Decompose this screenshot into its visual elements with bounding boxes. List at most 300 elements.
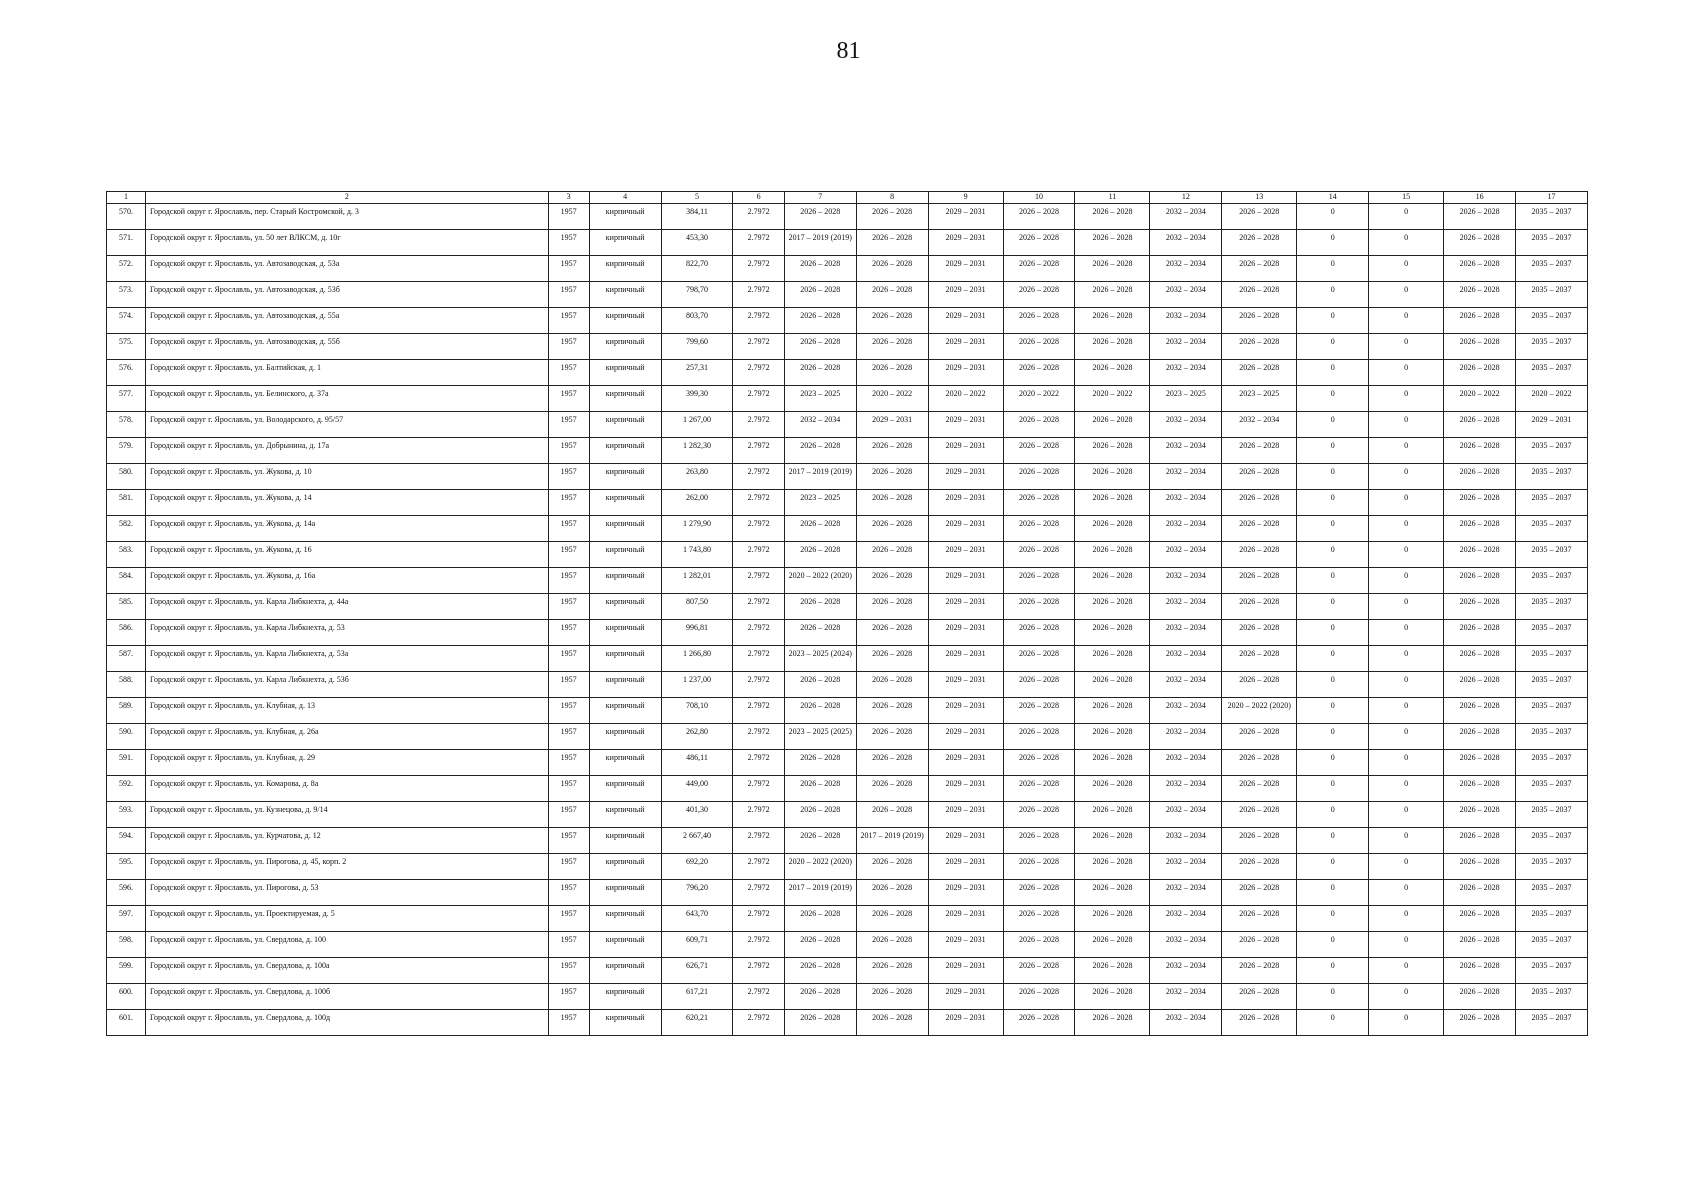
table-cell: 2026 – 2028 bbox=[856, 906, 928, 932]
table-cell: 0 bbox=[1297, 308, 1369, 334]
table-cell: 2026 – 2028 bbox=[856, 568, 928, 594]
table-cell: 2032 – 2034 bbox=[1150, 594, 1222, 620]
table-cell: 592. bbox=[107, 776, 146, 802]
table-cell: 2026 – 2028 bbox=[1222, 984, 1297, 1010]
table-cell: 1957 bbox=[548, 594, 589, 620]
table-cell: кирпичный bbox=[589, 750, 661, 776]
table-cell: 2026 – 2028 bbox=[1075, 464, 1150, 490]
table-cell: 1957 bbox=[548, 438, 589, 464]
table-cell: 2026 – 2028 bbox=[856, 620, 928, 646]
table-cell: 2026 – 2028 bbox=[1075, 1010, 1150, 1036]
column-header: 1 bbox=[107, 192, 146, 204]
table-cell: 2026 – 2028 bbox=[1075, 932, 1150, 958]
table-row bbox=[107, 464, 1588, 490]
table-cell: 257,31 bbox=[661, 360, 733, 386]
table-cell: 2026 – 2028 bbox=[1003, 672, 1075, 698]
table-row bbox=[107, 542, 1588, 568]
table-cell: 588. bbox=[107, 672, 146, 698]
table-cell: 2026 – 2028 bbox=[856, 880, 928, 906]
table-cell: 2026 – 2028 bbox=[1075, 542, 1150, 568]
table-cell: 2026 – 2028 bbox=[856, 698, 928, 724]
table-cell: 2.7972 bbox=[733, 386, 784, 412]
table-cell: 2026 – 2028 bbox=[1222, 906, 1297, 932]
table-cell: 1 743,80 bbox=[661, 542, 733, 568]
table-cell: 2026 – 2028 bbox=[856, 724, 928, 750]
table-cell: 486,11 bbox=[661, 750, 733, 776]
table-cell: 2026 – 2028 bbox=[1003, 854, 1075, 880]
table-cell: 1957 bbox=[548, 334, 589, 360]
table-cell: 1957 bbox=[548, 906, 589, 932]
table-cell: кирпичный bbox=[589, 360, 661, 386]
table-cell: 692,20 bbox=[661, 854, 733, 880]
table-cell: 2026 – 2028 bbox=[1003, 698, 1075, 724]
table-row bbox=[107, 334, 1588, 360]
table-cell: кирпичный bbox=[589, 776, 661, 802]
table-cell: 401,30 bbox=[661, 802, 733, 828]
table-cell: 2035 – 2037 bbox=[1516, 828, 1588, 854]
table-cell: 2026 – 2028 bbox=[1222, 308, 1297, 334]
table-cell: 2035 – 2037 bbox=[1516, 646, 1588, 672]
table-cell: 0 bbox=[1369, 932, 1444, 958]
table-cell: 2.7972 bbox=[733, 308, 784, 334]
table-cell: 2.7972 bbox=[733, 412, 784, 438]
table-cell: 0 bbox=[1297, 828, 1369, 854]
table-row bbox=[107, 230, 1588, 256]
table-cell: 2026 – 2028 bbox=[784, 698, 856, 724]
table-cell: 453,30 bbox=[661, 230, 733, 256]
table-cell: 2032 – 2034 bbox=[1150, 854, 1222, 880]
table-cell: 0 bbox=[1369, 958, 1444, 984]
table-cell: 2.7972 bbox=[733, 984, 784, 1010]
table-cell: 2026 – 2028 bbox=[1075, 698, 1150, 724]
table-row bbox=[107, 724, 1588, 750]
address-cell: Городской округ г. Ярославль, ул. Автозаводская, д. 55а bbox=[146, 308, 549, 334]
table-cell: 2026 – 2028 bbox=[1003, 256, 1075, 282]
table-cell: 2035 – 2037 bbox=[1516, 334, 1588, 360]
table-cell: 594. bbox=[107, 828, 146, 854]
table-cell: 1957 bbox=[548, 308, 589, 334]
table-cell: 2026 – 2028 bbox=[1075, 854, 1150, 880]
table-cell: 2026 – 2028 bbox=[1444, 984, 1516, 1010]
column-header: 12 bbox=[1150, 192, 1222, 204]
column-header: 5 bbox=[661, 192, 733, 204]
table-cell: 2020 – 2022 (2020) bbox=[784, 568, 856, 594]
column-header: 16 bbox=[1444, 192, 1516, 204]
table-cell: 2026 – 2028 bbox=[1003, 958, 1075, 984]
table-cell: 2026 – 2028 bbox=[1222, 958, 1297, 984]
table-cell: 2029 – 2031 bbox=[928, 880, 1003, 906]
table-cell: 2026 – 2028 bbox=[1444, 854, 1516, 880]
table-cell: 2026 – 2028 bbox=[1444, 334, 1516, 360]
table-cell: кирпичный bbox=[589, 386, 661, 412]
table-cell: 2026 – 2028 bbox=[1003, 828, 1075, 854]
table-cell: 2029 – 2031 bbox=[928, 984, 1003, 1010]
table-cell: 0 bbox=[1297, 698, 1369, 724]
table-cell: 0 bbox=[1369, 568, 1444, 594]
table-cell: 2026 – 2028 bbox=[1003, 776, 1075, 802]
table-cell: 2026 – 2028 bbox=[784, 282, 856, 308]
table-cell: 2035 – 2037 bbox=[1516, 672, 1588, 698]
table-cell: 796,20 bbox=[661, 880, 733, 906]
table-cell: 2029 – 2031 bbox=[928, 594, 1003, 620]
table-cell: 2029 – 2031 bbox=[928, 542, 1003, 568]
table-cell: 2026 – 2028 bbox=[784, 932, 856, 958]
table-cell: 2029 – 2031 bbox=[928, 906, 1003, 932]
table-cell: 2020 – 2022 bbox=[856, 386, 928, 412]
table-cell: 2026 – 2028 bbox=[1444, 360, 1516, 386]
table-cell: 2026 – 2028 bbox=[1222, 334, 1297, 360]
table-cell: кирпичный bbox=[589, 958, 661, 984]
table-cell: 0 bbox=[1369, 334, 1444, 360]
table-cell: 2026 – 2028 bbox=[856, 594, 928, 620]
table-cell: 0 bbox=[1297, 776, 1369, 802]
table-cell: 643,70 bbox=[661, 906, 733, 932]
table-row bbox=[107, 308, 1588, 334]
table-cell: 2026 – 2028 bbox=[1075, 256, 1150, 282]
table-cell: 1957 bbox=[548, 880, 589, 906]
table-cell: 1 266,80 bbox=[661, 646, 733, 672]
table-cell: 2032 – 2034 bbox=[1150, 802, 1222, 828]
table-cell: 2026 – 2028 bbox=[1075, 282, 1150, 308]
table-cell: 2.7972 bbox=[733, 568, 784, 594]
table-cell: 2026 – 2028 bbox=[1222, 854, 1297, 880]
table-cell: 2026 – 2028 bbox=[1003, 230, 1075, 256]
table-cell: 0 bbox=[1369, 308, 1444, 334]
table-cell: 2032 – 2034 bbox=[1150, 412, 1222, 438]
table-cell: 2026 – 2028 bbox=[1003, 620, 1075, 646]
table-cell: 2026 – 2028 bbox=[1075, 230, 1150, 256]
table-cell: 2035 – 2037 bbox=[1516, 724, 1588, 750]
table-cell: 2026 – 2028 bbox=[1075, 594, 1150, 620]
table-cell: 2026 – 2028 bbox=[1444, 672, 1516, 698]
table-row bbox=[107, 958, 1588, 984]
address-cell: Городской округ г. Ярославль, ул. Жукова, д. 16 bbox=[146, 542, 549, 568]
table-cell: 571. bbox=[107, 230, 146, 256]
table-cell: 2032 – 2034 bbox=[1150, 516, 1222, 542]
table-cell: 2.7972 bbox=[733, 906, 784, 932]
table-cell: 1957 bbox=[548, 516, 589, 542]
table-cell: 2029 – 2031 bbox=[928, 958, 1003, 984]
table-cell: 2020 – 2022 bbox=[1075, 386, 1150, 412]
table-cell: 2026 – 2028 bbox=[1003, 906, 1075, 932]
table-cell: 1 279,90 bbox=[661, 516, 733, 542]
table-cell: 2026 – 2028 bbox=[1075, 724, 1150, 750]
table-cell: 0 bbox=[1369, 230, 1444, 256]
table-cell: 2020 – 2022 (2020) bbox=[784, 854, 856, 880]
table-cell: 2026 – 2028 bbox=[1222, 880, 1297, 906]
address-cell: Городской округ г. Ярославль, ул. Карла Либкнехта, д. 44а bbox=[146, 594, 549, 620]
table-cell: 2.7972 bbox=[733, 334, 784, 360]
table-cell: 2032 – 2034 bbox=[1150, 542, 1222, 568]
table-cell: 2026 – 2028 bbox=[1075, 984, 1150, 1010]
table-cell: 0 bbox=[1297, 854, 1369, 880]
address-cell: Городской округ г. Ярославль, ул. Свердлова, д. 100 bbox=[146, 932, 549, 958]
table-cell: 573. bbox=[107, 282, 146, 308]
address-cell: Городской округ г. Ярославль, ул. Пирогова, д. 53 bbox=[146, 880, 549, 906]
table-cell: 2026 – 2028 bbox=[1444, 958, 1516, 984]
table-cell: 2.7972 bbox=[733, 360, 784, 386]
table-cell: 2026 – 2028 bbox=[1003, 880, 1075, 906]
table-cell: 1957 bbox=[548, 698, 589, 724]
table-row bbox=[107, 802, 1588, 828]
address-cell: Городской округ г. Ярославль, ул. Свердлова, д. 100а bbox=[146, 958, 549, 984]
table-cell: 2.7972 bbox=[733, 776, 784, 802]
table-cell: 572. bbox=[107, 256, 146, 282]
table-cell: 2026 – 2028 bbox=[1444, 932, 1516, 958]
table-cell: 580. bbox=[107, 464, 146, 490]
table-cell: 2026 – 2028 bbox=[1003, 568, 1075, 594]
schedule-table bbox=[106, 191, 1588, 1036]
table-cell: 0 bbox=[1369, 906, 1444, 932]
table-cell: 2026 – 2028 bbox=[784, 984, 856, 1010]
table-cell: 0 bbox=[1297, 464, 1369, 490]
address-cell: Городской округ г. Ярославль, ул. Жукова, д. 16а bbox=[146, 568, 549, 594]
table-cell: кирпичный bbox=[589, 282, 661, 308]
table-cell: кирпичный bbox=[589, 646, 661, 672]
table-cell: 1957 bbox=[548, 230, 589, 256]
table-cell: 2032 – 2034 bbox=[1150, 932, 1222, 958]
table-cell: 583. bbox=[107, 542, 146, 568]
table-cell: 2020 – 2022 bbox=[1444, 386, 1516, 412]
table-cell: 2023 – 2025 (2024) bbox=[784, 646, 856, 672]
table-cell: 2026 – 2028 bbox=[1222, 724, 1297, 750]
table-cell: 2.7972 bbox=[733, 438, 784, 464]
table-cell: 0 bbox=[1297, 438, 1369, 464]
table-cell: 2026 – 2028 bbox=[1444, 594, 1516, 620]
table-row bbox=[107, 750, 1588, 776]
table-cell: 2026 – 2028 bbox=[784, 594, 856, 620]
table-cell: 2026 – 2028 bbox=[784, 828, 856, 854]
table-cell: 0 bbox=[1369, 698, 1444, 724]
table-cell: 2026 – 2028 bbox=[1222, 204, 1297, 230]
address-cell: Городской округ г. Ярославль, ул. Карла Либкнехта, д. 53а bbox=[146, 646, 549, 672]
table-cell: кирпичный bbox=[589, 724, 661, 750]
table-cell: 2035 – 2037 bbox=[1516, 802, 1588, 828]
table-cell: 2026 – 2028 bbox=[784, 802, 856, 828]
table-cell: 0 bbox=[1369, 750, 1444, 776]
table-cell: 2017 – 2019 (2019) bbox=[784, 464, 856, 490]
table-cell: кирпичный bbox=[589, 854, 661, 880]
table-cell: 2032 – 2034 bbox=[1150, 724, 1222, 750]
table-cell: 2026 – 2028 bbox=[784, 438, 856, 464]
table-cell: 2035 – 2037 bbox=[1516, 464, 1588, 490]
address-cell: Городской округ г. Ярославль, ул. Автозаводская, д. 53б bbox=[146, 282, 549, 308]
table-row bbox=[107, 516, 1588, 542]
table-cell: кирпичный bbox=[589, 698, 661, 724]
table-cell: 2032 – 2034 bbox=[784, 412, 856, 438]
table-cell: 2026 – 2028 bbox=[1075, 802, 1150, 828]
table-cell: 0 bbox=[1369, 360, 1444, 386]
table-cell: 2032 – 2034 bbox=[1150, 984, 1222, 1010]
table-cell: 2026 – 2028 bbox=[784, 672, 856, 698]
table-cell: 2026 – 2028 bbox=[1222, 594, 1297, 620]
table-cell: 599. bbox=[107, 958, 146, 984]
table-cell: 2026 – 2028 bbox=[1075, 204, 1150, 230]
table-cell: 2026 – 2028 bbox=[1222, 464, 1297, 490]
table-cell: 593. bbox=[107, 802, 146, 828]
table-cell: 2.7972 bbox=[733, 1010, 784, 1036]
table-cell: 2026 – 2028 bbox=[1003, 438, 1075, 464]
table-cell: 2023 – 2025 bbox=[1150, 386, 1222, 412]
table-cell: 2026 – 2028 bbox=[1444, 464, 1516, 490]
table-cell: 2032 – 2034 bbox=[1150, 672, 1222, 698]
table-cell: 0 bbox=[1369, 672, 1444, 698]
table-cell: 2017 – 2019 (2019) bbox=[856, 828, 928, 854]
table-cell: 2.7972 bbox=[733, 802, 784, 828]
table-cell: 2029 – 2031 bbox=[928, 854, 1003, 880]
table-cell: 399,30 bbox=[661, 386, 733, 412]
table-cell: 2026 – 2028 bbox=[1075, 334, 1150, 360]
table-cell: кирпичный bbox=[589, 880, 661, 906]
table-cell: 2035 – 2037 bbox=[1516, 984, 1588, 1010]
table-cell: 2029 – 2031 bbox=[928, 256, 1003, 282]
table-cell: 2032 – 2034 bbox=[1150, 308, 1222, 334]
table-cell: 1957 bbox=[548, 958, 589, 984]
table-cell: 2035 – 2037 bbox=[1516, 568, 1588, 594]
table-cell: 2020 – 2022 bbox=[1516, 386, 1588, 412]
table-cell: 0 bbox=[1297, 490, 1369, 516]
table-cell: 595. bbox=[107, 854, 146, 880]
table-cell: 2029 – 2031 bbox=[928, 672, 1003, 698]
table-cell: 2026 – 2028 bbox=[1075, 516, 1150, 542]
table-cell: 1957 bbox=[548, 360, 589, 386]
table-cell: 1957 bbox=[548, 1010, 589, 1036]
table-cell: 2026 – 2028 bbox=[1003, 360, 1075, 386]
table-cell: 596. bbox=[107, 880, 146, 906]
address-cell: Городской округ г. Ярославль, ул. Белинского, д. 37а bbox=[146, 386, 549, 412]
table-cell: 2026 – 2028 bbox=[1003, 308, 1075, 334]
table-cell: кирпичный bbox=[589, 542, 661, 568]
table-cell: 2035 – 2037 bbox=[1516, 230, 1588, 256]
table-cell: 1957 bbox=[548, 568, 589, 594]
table-cell: 2.7972 bbox=[733, 204, 784, 230]
table-cell: 0 bbox=[1369, 1010, 1444, 1036]
table-cell: 2.7972 bbox=[733, 698, 784, 724]
table-cell: 586. bbox=[107, 620, 146, 646]
table-cell: 2035 – 2037 bbox=[1516, 1010, 1588, 1036]
table-cell: 1 282,30 bbox=[661, 438, 733, 464]
table-cell: 2026 – 2028 bbox=[1003, 516, 1075, 542]
table-cell: 2026 – 2028 bbox=[1222, 932, 1297, 958]
table-cell: 2035 – 2037 bbox=[1516, 360, 1588, 386]
table-cell: 2023 – 2025 bbox=[784, 386, 856, 412]
table-cell: 2029 – 2031 bbox=[928, 750, 1003, 776]
column-header: 7 bbox=[784, 192, 856, 204]
table-cell: 2032 – 2034 bbox=[1150, 256, 1222, 282]
table-cell: 449,00 bbox=[661, 776, 733, 802]
table-cell: кирпичный bbox=[589, 230, 661, 256]
table-cell: 2032 – 2034 bbox=[1150, 828, 1222, 854]
table-cell: 2026 – 2028 bbox=[856, 958, 928, 984]
table-cell: 0 bbox=[1369, 880, 1444, 906]
table-cell: 0 bbox=[1297, 412, 1369, 438]
table-cell: 2.7972 bbox=[733, 620, 784, 646]
table-cell: 2026 – 2028 bbox=[856, 776, 928, 802]
table-cell: 822,70 bbox=[661, 256, 733, 282]
table-cell: 799,60 bbox=[661, 334, 733, 360]
table-cell: 2029 – 2031 bbox=[928, 724, 1003, 750]
table-row bbox=[107, 906, 1588, 932]
table-cell: кирпичный bbox=[589, 490, 661, 516]
table-cell: 1957 bbox=[548, 620, 589, 646]
table-cell: 2026 – 2028 bbox=[784, 620, 856, 646]
table-cell: 2032 – 2034 bbox=[1150, 360, 1222, 386]
table-cell: 584. bbox=[107, 568, 146, 594]
table-cell: кирпичный bbox=[589, 516, 661, 542]
table-cell: 2026 – 2028 bbox=[1003, 984, 1075, 1010]
table-cell: 2032 – 2034 bbox=[1150, 776, 1222, 802]
table-cell: 0 bbox=[1369, 542, 1444, 568]
table-cell: 2.7972 bbox=[733, 750, 784, 776]
table-cell: 2026 – 2028 bbox=[1222, 360, 1297, 386]
address-cell: Городской округ г. Ярославль, ул. Комарова, д. 8а bbox=[146, 776, 549, 802]
table-row bbox=[107, 204, 1588, 230]
table-cell: 2035 – 2037 bbox=[1516, 542, 1588, 568]
table-cell: 2032 – 2034 bbox=[1150, 646, 1222, 672]
table-cell: 1957 bbox=[548, 932, 589, 958]
table-cell: 2026 – 2028 bbox=[1003, 490, 1075, 516]
table-cell: 2026 – 2028 bbox=[784, 334, 856, 360]
table-cell: 2026 – 2028 bbox=[856, 932, 928, 958]
table-row bbox=[107, 620, 1588, 646]
table-cell: 2026 – 2028 bbox=[1003, 646, 1075, 672]
table-cell: 589. bbox=[107, 698, 146, 724]
table-cell: 2026 – 2028 bbox=[1444, 828, 1516, 854]
table-cell: 2035 – 2037 bbox=[1516, 516, 1588, 542]
table-cell: 0 bbox=[1297, 724, 1369, 750]
address-cell: Городской округ г. Ярославль, ул. Проектируемая, д. 5 bbox=[146, 906, 549, 932]
table-cell: 2026 – 2028 bbox=[856, 204, 928, 230]
table-cell: 0 bbox=[1369, 490, 1444, 516]
table-cell: 1 282,01 bbox=[661, 568, 733, 594]
table-cell: 2026 – 2028 bbox=[1003, 724, 1075, 750]
table-cell: 2026 – 2028 bbox=[1075, 776, 1150, 802]
address-cell: Городской округ г. Ярославль, ул. Курчатова, д. 12 bbox=[146, 828, 549, 854]
table-cell: 2032 – 2034 bbox=[1150, 1010, 1222, 1036]
table-cell: кирпичный bbox=[589, 464, 661, 490]
column-header: 13 bbox=[1222, 192, 1297, 204]
table-row bbox=[107, 932, 1588, 958]
table-cell: 2026 – 2028 bbox=[1444, 724, 1516, 750]
table-cell: 2026 – 2028 bbox=[1444, 620, 1516, 646]
table-cell: 578. bbox=[107, 412, 146, 438]
table-cell: 597. bbox=[107, 906, 146, 932]
table-cell: 2035 – 2037 bbox=[1516, 906, 1588, 932]
table-cell: 2029 – 2031 bbox=[928, 204, 1003, 230]
table-cell: 2026 – 2028 bbox=[1444, 516, 1516, 542]
table-cell: 609,71 bbox=[661, 932, 733, 958]
table-cell: 2029 – 2031 bbox=[928, 308, 1003, 334]
table-cell: 2029 – 2031 bbox=[928, 438, 1003, 464]
table-cell: 2032 – 2034 bbox=[1150, 698, 1222, 724]
table-cell: 2026 – 2028 bbox=[856, 542, 928, 568]
table-header-row bbox=[107, 192, 1588, 204]
table-cell: 1957 bbox=[548, 386, 589, 412]
table-cell: 1957 bbox=[548, 854, 589, 880]
table-row bbox=[107, 776, 1588, 802]
table-cell: 2026 – 2028 bbox=[1075, 828, 1150, 854]
table-cell: 0 bbox=[1297, 672, 1369, 698]
table-cell: кирпичный bbox=[589, 438, 661, 464]
table-cell: 2035 – 2037 bbox=[1516, 880, 1588, 906]
table-cell: 1957 bbox=[548, 490, 589, 516]
table-cell: 2035 – 2037 bbox=[1516, 776, 1588, 802]
column-header: 10 bbox=[1003, 192, 1075, 204]
table-cell: 0 bbox=[1369, 464, 1444, 490]
table-row bbox=[107, 698, 1588, 724]
table-cell: 2026 – 2028 bbox=[1075, 412, 1150, 438]
table-cell: 2026 – 2028 bbox=[784, 750, 856, 776]
